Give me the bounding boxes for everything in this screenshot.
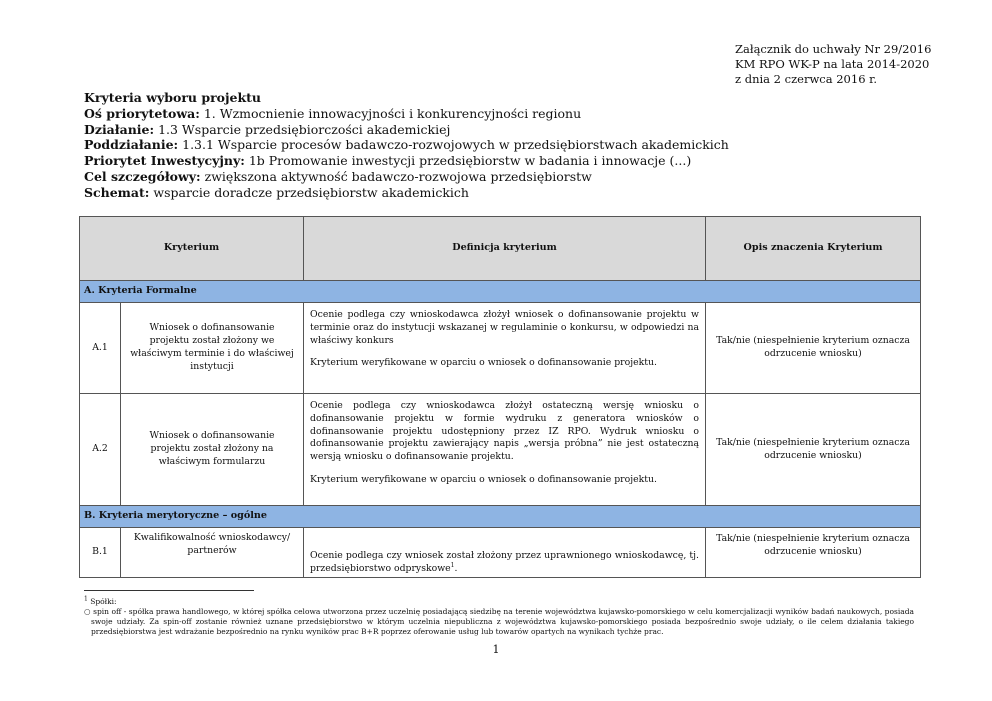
footnote-separator xyxy=(84,590,254,591)
verification-text: Kryterium weryfikowane w oparciu o wniosek o dofinansowanie projektu. xyxy=(310,473,657,485)
table-row xyxy=(80,394,921,506)
criterion-name: Kwalifikowalność wnioskodawcy/ partnerów xyxy=(121,528,304,578)
dzialanie-value: 1.3 Wsparcie przedsiębiorczości akademickiej xyxy=(154,121,451,137)
dzialanie-label: Działanie: xyxy=(84,121,155,137)
section-a-title: A. Kryteria Formalne xyxy=(80,281,921,303)
definition-text: Ocenie podlega czy wnioskodawca złożył wniosek o dofinansowanie projektu w terminie oraz do instytucji wskazanej w regulaminie o konkursu, w odpowiedzi na właściwy konkurs xyxy=(310,309,700,346)
header-opis: Opis znaczenia Kryterium xyxy=(706,217,921,281)
footnote-reference[interactable]: 1 xyxy=(450,562,455,570)
schemat xyxy=(84,185,729,201)
attachment-line-2: KM RPO WK-P na lata 2014-2020 xyxy=(735,57,930,71)
priorytet-inwestycyjny xyxy=(84,153,729,169)
criterion-number: B.1 xyxy=(80,528,121,578)
table-row xyxy=(80,303,921,394)
section-row-b xyxy=(80,506,921,528)
criterion-definition xyxy=(304,528,706,578)
bullet-icon: ○ xyxy=(84,607,91,616)
criterion-description: Tak/nie (niespełnienie kryterium oznacza odrzucenie wniosku) xyxy=(706,528,921,578)
schemat-value: wsparcie doradcze przedsiębiorstw akademickich xyxy=(149,184,469,200)
dzialanie xyxy=(84,122,729,138)
page-number: 1 xyxy=(492,643,500,656)
priorytet-value: 1b Promowanie inwestycji przedsiębiorstw w badania i innowacje (...) xyxy=(244,153,692,169)
os-label: Oś priorytetowa: xyxy=(84,105,200,121)
page-title: Kryteria wyboru projektu xyxy=(84,90,262,105)
criterion-name: Wniosek o dofinansowanie projektu został złożony na właściwym formularzu xyxy=(121,394,304,506)
section-b-title: B. Kryteria merytoryczne – ogólne xyxy=(80,506,921,528)
os-value: 1. Wzmocnienie innowacyjności i konkurencyjności regionu xyxy=(199,105,582,121)
cel-szczegolowy xyxy=(84,169,729,185)
footnote-title xyxy=(84,597,914,607)
poddzialanie-label: Poddziałanie: xyxy=(84,137,179,153)
footnote-mark: 1 xyxy=(84,595,88,603)
criterion-definition xyxy=(304,394,706,506)
footnote-label: Spółki: xyxy=(87,597,117,606)
definition-text: Ocenie podlega czy wnioskodawca złożył ostateczną wersję wniosku o dofinansowanie projektu w formie wydruku z generatora wniosków o dofinansowanie projektu udostępniony przez IZ RPO. Wydruk wniosku o dofinansowanie projektu zawierający napis „wersja próbna” nie jest ostateczną wersją wniosku o dofinansowanie projektu. xyxy=(310,400,700,463)
verification-text: Kryterium weryfikowane w oparciu o wniosek o dofinansowanie projektu. xyxy=(310,357,657,369)
definition-body: Ocenie podlega czy wniosek został złożony przez uprawnionego wnioskodawcę, tj. przedsiębiorstwo odpryskowe xyxy=(310,550,700,575)
criterion-description: Tak/nie (niespełnienie kryterium oznacza odrzucenie wniosku) xyxy=(706,394,921,506)
definition-text xyxy=(310,550,699,576)
cel-label: Cel szczegółowy: xyxy=(84,168,201,184)
table-header-row xyxy=(80,217,921,281)
table-row xyxy=(80,528,921,578)
poddzialanie-value: 1.3.1 Wsparcie procesów badawczo-rozwojowych w przedsiębiorstwach akademickich xyxy=(178,137,729,153)
footnote-text: spin off - spółka prawa handlowego, w której spółka celowa utworzona przez uczelnię posiadającą siedzibę na terenie województwa kujawsko-pomorskiego w celu komercjalizacji wyników badań naukowych, posiada swoje udziały. Za spin-off zostanie również uznane przedsiębiorstwo w którym uczelnia niepubliczna z województwa kujawsko-pomorskiego posiada bezpośrednio swoje udziały, o ile celem działania takiego przedsiębiorstwa jest wdrażanie bezpośrednio na rynku wyników prac B+R poprzez oferowanie usług lub towarów opartych na wynikach tychże prac. xyxy=(90,607,914,636)
document-header xyxy=(84,90,729,201)
footnote-item xyxy=(84,607,914,637)
schemat-label: Schemat: xyxy=(84,184,150,200)
criterion-description: Tak/nie (niespełnienie kryterium oznacza odrzucenie wniosku) xyxy=(706,303,921,394)
poddzialanie xyxy=(84,137,729,153)
os-priorytetowa xyxy=(84,106,729,122)
header-kryterium: Kryterium xyxy=(80,217,304,281)
priorytet-label: Priorytet Inwestycyjny: xyxy=(84,153,245,169)
criterion-definition xyxy=(304,303,706,394)
criterion-number: A.2 xyxy=(80,394,121,506)
header-definicja: Definicja kryterium xyxy=(304,217,706,281)
criterion-number: A.1 xyxy=(80,303,121,394)
cel-value: zwiększona aktywność badawczo-rozwojowa przedsiębiorstw xyxy=(200,168,592,184)
criteria-table xyxy=(79,216,921,578)
attachment-line-1: Załącznik do uchwały Nr 29/2016 xyxy=(735,42,932,56)
attachment-line-3: z dnia 2 czerwca 2016 r. xyxy=(735,72,878,86)
attachment-note xyxy=(735,42,931,87)
section-row-a xyxy=(80,281,921,303)
footnote xyxy=(84,597,914,637)
criterion-name: Wniosek o dofinansowanie projektu został złożony we właściwym terminie i do właściwej instytucji xyxy=(121,303,304,394)
definition-end: . xyxy=(454,563,458,575)
